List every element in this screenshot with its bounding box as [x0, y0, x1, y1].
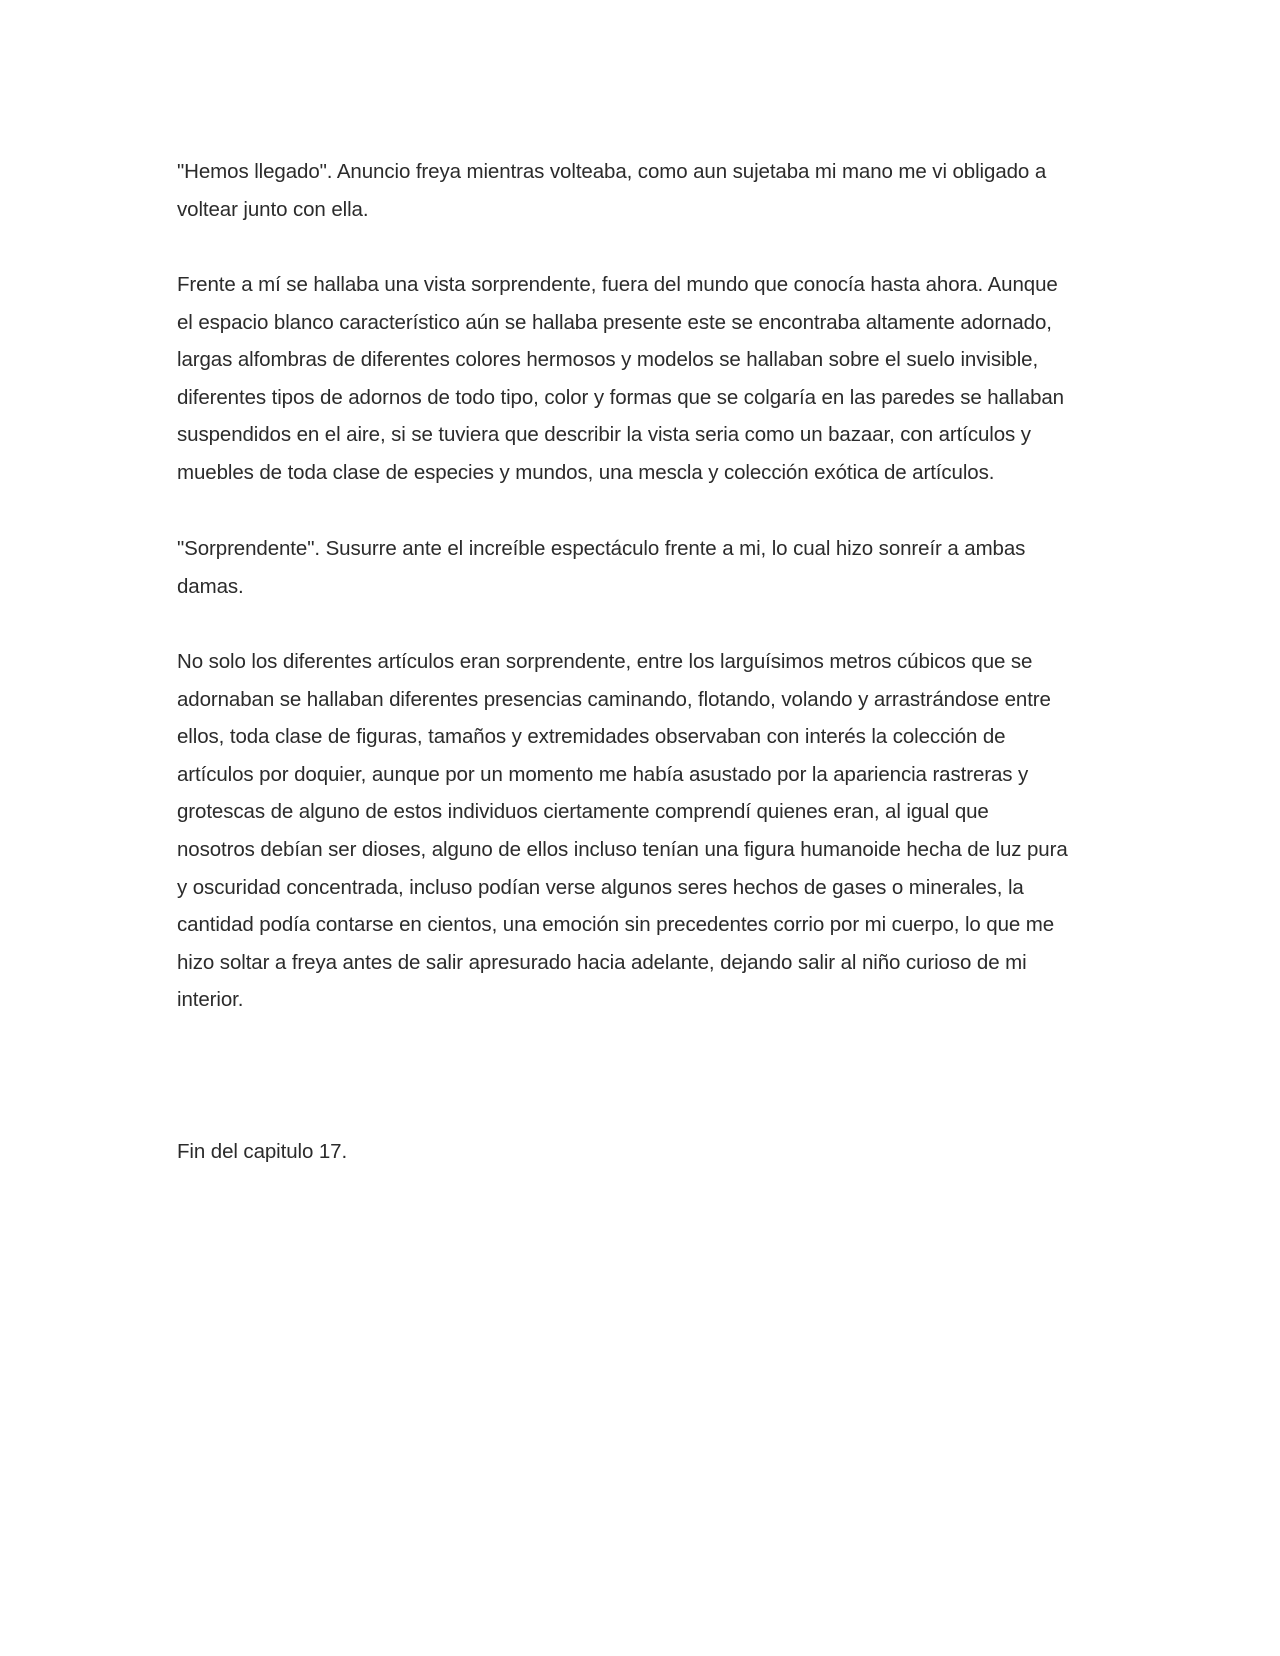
paragraph-2 — [177, 266, 1107, 492]
text-line: adornaban se hallaban diferentes presencias caminando, flotando, volando y arrastrándose entre — [177, 687, 1051, 711]
text-line: Frente a mí se hallaba una vista sorprendente, fuera del mundo que conocía hasta ahora. Aunque — [177, 273, 1058, 296]
text-line: grotescas de alguno de estos individuos ciertamente comprendí quienes eran, al igual que — [177, 800, 989, 824]
text-line: muebles de toda clase de especies y mundos, una mescla y colección exótica de artículos. — [177, 460, 995, 484]
text-line: suspendidos en el aire, si se tuviera que describir la vista seria como un bazaar, con artículos y — [177, 423, 1031, 447]
text-line: Fin del capitulo 17. — [177, 1140, 348, 1163]
text-line: nosotros debían ser dioses, alguno de ellos incluso tenían una figura humanoide hecha de luz pura — [177, 837, 1068, 861]
text-line: y oscuridad concentrada, incluso podían verse algunos seres hechos de gases o minerales, la — [177, 875, 1024, 899]
text-line: "Sorprendente". Susurre ante el increíble espectáculo frente a mi, lo cual hizo sonreír a ambas — [177, 537, 1026, 560]
text-line: No solo los diferentes artículos eran sorprendente, entre los larguísimos metros cúbicos que se — [177, 650, 1033, 673]
text-line: cantidad podía contarse en cientos, una emoción sin precedentes corrio por mi cuerpo, lo que me — [177, 913, 1055, 937]
text-line: damas. — [177, 574, 244, 598]
text-line: voltear junto con ella. — [177, 197, 369, 221]
text-line: hizo soltar a freya antes de salir apresurado hacia adelante, dejando salir al niño curioso de mi — [177, 950, 1027, 974]
text-line: el espacio blanco característico aún se hallaba presente este se encontraba altamente adornado, — [177, 310, 1052, 334]
paragraph-3 — [177, 530, 1107, 605]
text-line: "Hemos llegado". Anuncio freya mientras volteaba, como aun sujetaba mi mano me vi obligado a — [177, 160, 1047, 183]
text-line: artículos por doquier, aunque por un momento me había asustado por la apariencia rastreras y — [177, 762, 1029, 786]
text-line: interior. — [177, 988, 244, 1012]
paragraph-4 — [177, 643, 1107, 1019]
paragraph-1 — [177, 153, 1107, 228]
text-line: diferentes tipos de adornos de todo tipo, color y formas que se colgaría en las paredes se hallaban — [177, 385, 1064, 409]
text-line: largas alfombras de diferentes colores hermosos y modelos se hallaban sobre el suelo invisible, — [177, 348, 1039, 372]
text-line: ellos, toda clase de figuras, tamaños y extremidades observaban con interés la colección de — [177, 725, 1006, 749]
chapter-end-note — [177, 1133, 1107, 1171]
